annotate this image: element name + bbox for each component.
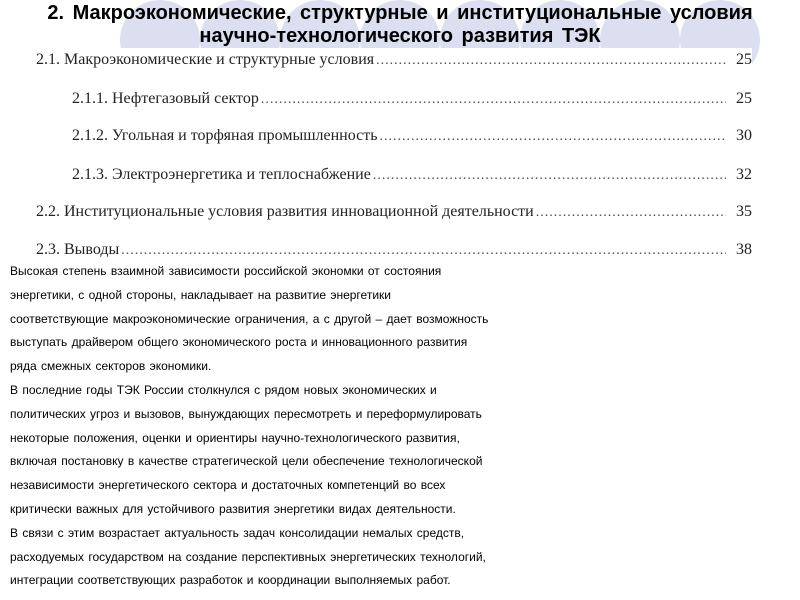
toc-leader-dots xyxy=(380,127,726,147)
text-line: Высокая степень взаимной зависимости российской экономки от состояния xyxy=(10,264,442,278)
text-line: энергетики, с одной стороны, накладывает на развитие энергетики xyxy=(10,287,391,302)
toc-entry-page: 25 xyxy=(736,90,752,107)
toc-entry xyxy=(72,165,752,185)
toc-entry-page: 30 xyxy=(736,127,752,144)
toc-leader-dots xyxy=(121,241,726,261)
toc-entry-page: 35 xyxy=(736,203,752,220)
text-line: независимости энергетического сектора и достаточных компетенций во всех xyxy=(10,478,446,493)
toc-leader-dots xyxy=(261,90,726,110)
toc-leader-dots xyxy=(536,203,726,223)
text-line: выступать драйвером общего экономического роста и инновационного развития xyxy=(10,335,468,350)
title-line-2: научно-технологического развития ТЭК xyxy=(199,25,601,47)
text-line: ряда смежных секторов экономики. xyxy=(10,359,212,374)
toc-entry xyxy=(36,202,752,222)
toc-entry-page: 25 xyxy=(736,51,752,68)
text-line: интеграции соответствующих разработок и координации выполняемых работ. xyxy=(10,573,451,588)
text-line: некоторые положения, оценки и ориентиры научно-технологического развития, xyxy=(10,430,460,445)
text-line: расходуемых государством на создание перспективных энергетических технологий, xyxy=(10,549,486,564)
toc-entry-title: 2.2. Институциональные условия развития инновационной деятельности xyxy=(36,203,534,220)
toc-leader-dots xyxy=(376,51,726,71)
text-line: политических угроз и вызовов, вынуждающих пересмотреть и переформулировать xyxy=(10,406,482,421)
text-line: В связи с этим возрастает актуальность задач консолидации немалых средств, xyxy=(10,525,465,540)
toc-entry-title: 2.1.1. Нефтегазовый сектор xyxy=(72,90,259,107)
paragraph xyxy=(10,522,800,593)
paragraph xyxy=(10,260,800,379)
text-line: включая постановку в качестве стратегической цели обеспечение технологической xyxy=(10,454,483,469)
toc-entry-page: 38 xyxy=(736,241,752,258)
text-line: критически важных для устойчивого развития энергетики видах деятельности. xyxy=(10,501,456,516)
toc-entry-title: 2.1.2. Угольная и торфяная промышленность xyxy=(72,127,378,144)
toc-entry xyxy=(36,240,752,260)
slide-title xyxy=(0,2,800,48)
toc-entry-page: 32 xyxy=(736,166,752,183)
text-line: В последние годы ТЭК России столкнулся с рядом новых экономических и xyxy=(10,382,437,397)
toc-entry-title: 2.1. Макроэкономические и структурные условия xyxy=(36,51,375,68)
paragraph xyxy=(10,379,800,522)
toc-leader-dots xyxy=(373,166,726,186)
toc-entry xyxy=(72,126,752,146)
toc-entry xyxy=(36,50,752,70)
text-line: соответствующие макроэкономические ограничения, а с другой – дает возможность xyxy=(10,311,489,326)
toc-entry-title: 2.1.3. Электроэнергетика и теплоснабжение xyxy=(72,166,371,183)
toc-entry-title: 2.3. Выводы xyxy=(36,241,120,258)
body-text xyxy=(10,260,800,593)
toc-image-background xyxy=(36,48,752,258)
toc-entry xyxy=(72,89,752,109)
title-line-1: 2. Макроэкономические, структурные и институциональные условия xyxy=(47,2,753,24)
